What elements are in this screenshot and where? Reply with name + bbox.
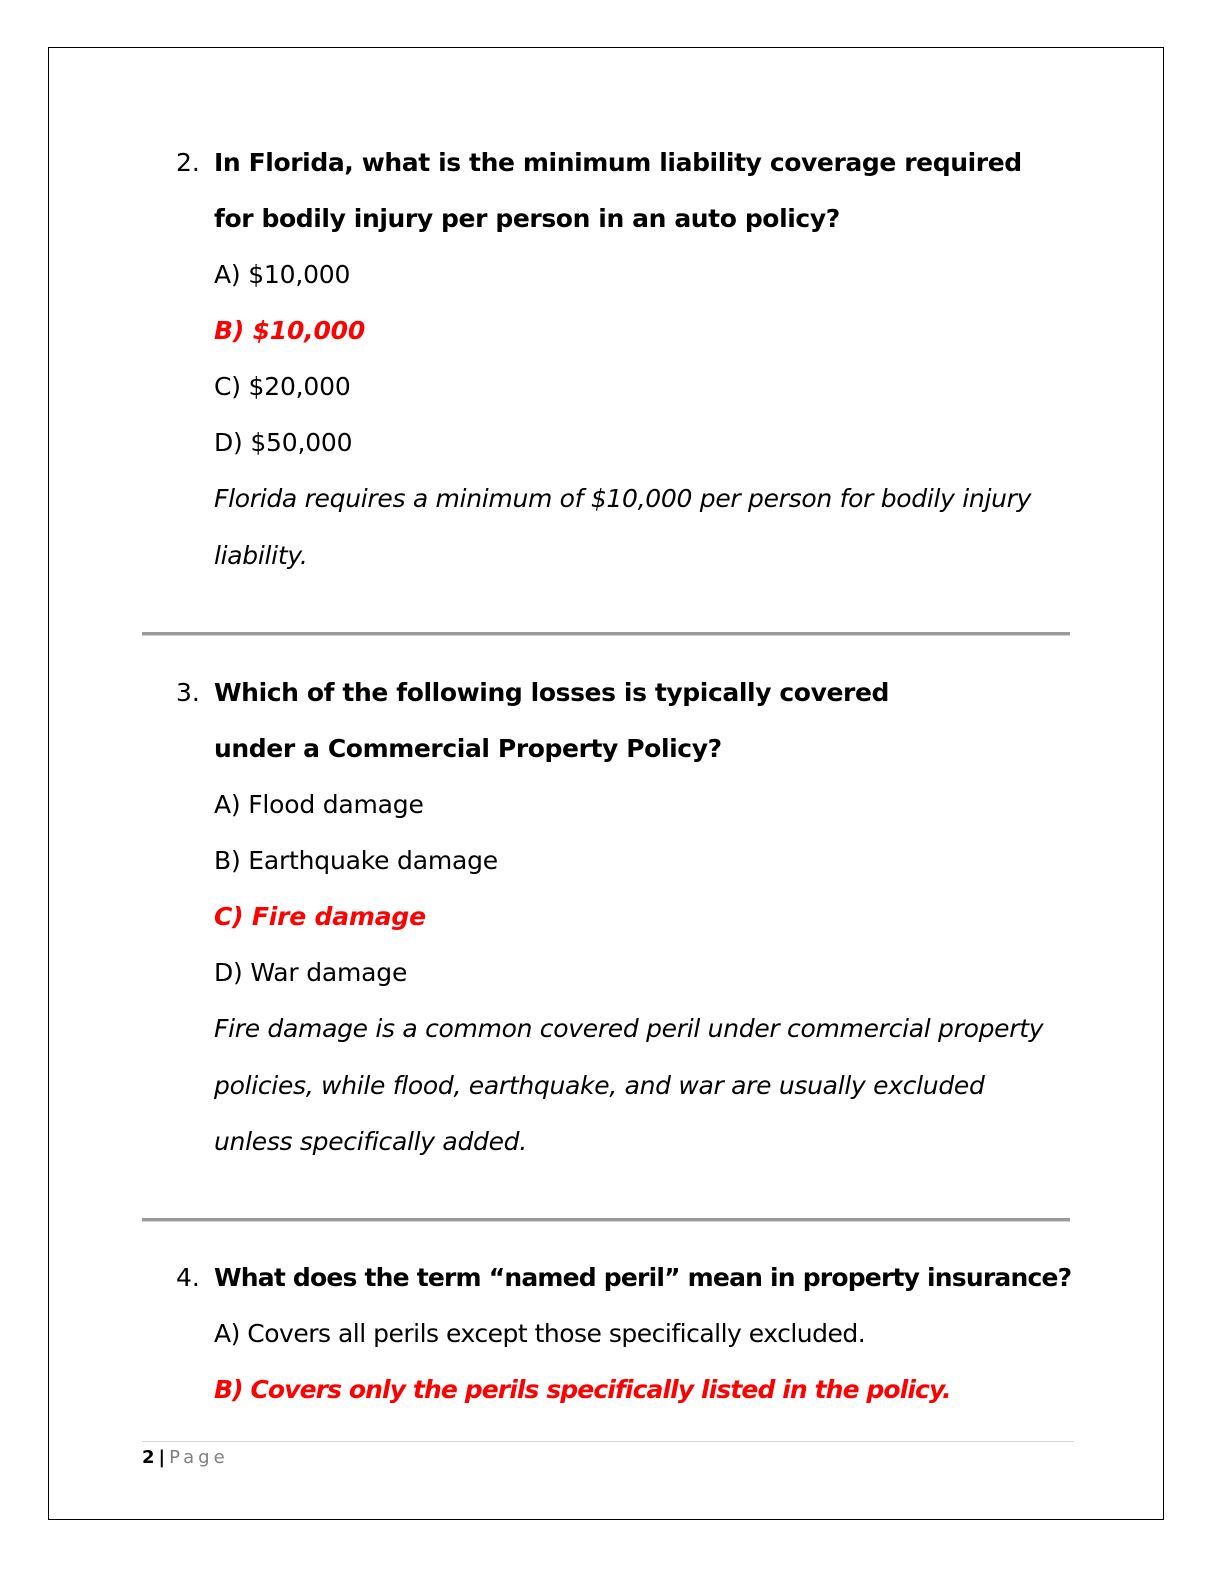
- question-text: What does the term “named peril” mean in property insurance?: [214, 1263, 1072, 1292]
- option-b: B) Earthquake damage: [214, 846, 498, 875]
- option-a: A) $10,000: [214, 260, 351, 289]
- question-number: 4.: [176, 1263, 200, 1292]
- option-c-correct: C) Fire damage: [214, 902, 426, 931]
- footer-separator: |: [158, 1447, 166, 1468]
- option-d: D) War damage: [214, 958, 408, 987]
- option-d: D) $50,000: [214, 428, 353, 457]
- page-number: 2: [142, 1447, 155, 1468]
- option-b-correct: B) $10,000: [214, 316, 366, 345]
- page-footer: [142, 1446, 229, 1470]
- question-text: In Florida, what is the minimum liability coverage required for bodily injury per person in an auto policy?: [214, 148, 1022, 233]
- option-b-correct: B) Covers only the perils specifically listed in the policy.: [214, 1375, 951, 1404]
- question-3: [142, 665, 1072, 1171]
- answer-explanation: Fire damage is a common covered peril under commercial property policies, while flood, earthquake, and war are usually excluded unless specifically added.: [214, 1014, 1044, 1156]
- question-divider: [142, 1218, 1070, 1222]
- question-number: 2.: [176, 148, 200, 177]
- option-a: A) Flood damage: [214, 790, 424, 819]
- option-a: A) Covers all perils except those specifically excluded.: [214, 1319, 866, 1348]
- answer-explanation: Florida requires a minimum of $10,000 per person for bodily injury liability.: [214, 484, 1032, 570]
- question-2: [142, 135, 1072, 584]
- question-4: [142, 1250, 1072, 1418]
- page-label: Page: [169, 1447, 229, 1468]
- question-text: Which of the following losses is typically covered under a Commercial Property Policy?: [214, 678, 890, 763]
- question-number: 3.: [176, 678, 200, 707]
- footer-rule: [142, 1441, 1074, 1442]
- option-c: C) $20,000: [214, 372, 351, 401]
- question-divider: [142, 632, 1070, 636]
